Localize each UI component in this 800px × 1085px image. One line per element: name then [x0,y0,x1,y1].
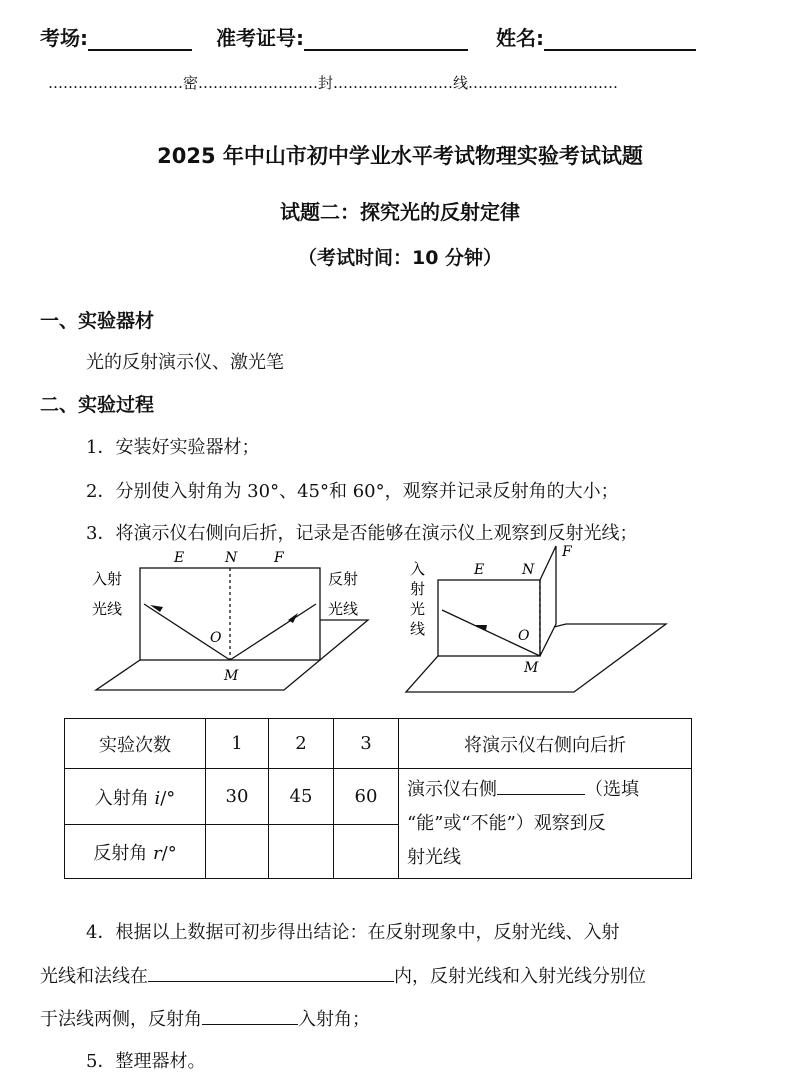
header-trial-1: 1 [206,719,269,769]
procedure-step-1: 1．安装好实验器材； [86,437,260,458]
header-trial-2: 2 [269,719,334,769]
exam-room-blank[interactable] [88,27,192,51]
fig2-label-n: N [522,562,535,578]
incident-angle-var: i [154,787,161,809]
equipment-list: 光的反射演示仪、激光笔 [86,352,284,373]
fig1-incident-label-2: 光线 [92,600,123,618]
fig1-label-f: F [274,550,284,566]
row-label-reflect-angle [65,825,206,879]
seal-line: ………………………密……………………封……………………线………………………… [48,74,619,92]
conclusion-angle-blank[interactable] [202,1006,298,1025]
reflect-value-1[interactable] [206,825,269,879]
header-trial-count: 实验次数 [65,719,206,769]
fig2-incident-char-2: 射 [410,580,426,598]
figure-flat-board [88,544,378,694]
exam-time: （考试时间：10 分钟） [297,247,503,269]
procedure-step-4-line-3: 于法线两侧，反射角 入射角； [40,1005,370,1031]
header-trial-3: 3 [334,719,399,769]
header-fold-back: 将演示仪右侧向后折 [399,719,692,769]
fig2-incident-char-1: 入 [410,560,426,578]
fig1-reflect-label-2: 光线 [328,600,359,618]
procedure-step-3: 3．将演示仪右侧向后折，记录是否能够在演示仪上观察到反射光线； [86,523,638,544]
name-field[interactable] [496,22,696,51]
reflect-value-3[interactable] [334,825,399,879]
reflect-angle-unit: /° [161,842,177,864]
ticket-number-label: 准考证号: [216,26,304,50]
fold-line-1: 演示仪右侧 （选填 [407,773,691,807]
fig1-reflect-label-1: 反射 [328,570,359,588]
procedure-step-4-line-2: 光线和法线在 内，反射光线和入射光线分别位 [40,962,646,988]
ticket-number-field[interactable] [216,22,468,51]
row-label-incident-angle [65,769,206,825]
fig2-incident-char-3: 光 [410,600,426,618]
name-blank[interactable] [544,27,696,51]
fig1-label-e: E [174,550,185,566]
fig1-label-o: O [210,630,222,646]
fold-line-2: “能”或“不能”）观察到反 [407,812,606,834]
fig1-label-m: M [224,668,239,684]
table-row [65,769,692,825]
exam-room-label: 考场: [40,26,88,50]
reflect-angle-var: r [153,842,162,864]
reflection-board-right-folded [540,546,556,656]
fig2-label-e: E [474,562,485,578]
ticket-number-blank[interactable] [304,27,468,51]
procedure-step-4-line-1: 4．根据以上数据可初步得出结论：在反射现象中，反射光线、入射 [86,922,620,943]
experiment-table [64,718,692,879]
fig1-incident-label-1: 入射 [92,570,123,588]
question-title: 试题二：探究光的反射定律 [280,200,520,224]
fold-observation-cell [399,769,692,879]
fig2-label-f: F [562,544,572,560]
incident-angle-text: 入射角 [94,787,155,809]
fold-line-3: 射光线 [407,846,461,868]
figure-folded-board [400,540,670,695]
incident-angle-unit: /° [160,787,176,809]
incident-value-1: 30 [206,769,269,825]
candidate-info-row [40,22,760,54]
incident-value-2: 45 [269,769,334,825]
reflect-angle-text: 反射角 [93,842,154,864]
procedure-step-2: 2．分别使入射角为 30°、45°和 60°，观察并记录反射角的大小； [86,481,619,502]
reflection-board-left [438,580,540,656]
fold-observation-blank[interactable] [497,776,585,795]
fig2-incident-char-4: 线 [410,620,426,638]
fig2-label-m: M [524,660,539,676]
reflect-value-2[interactable] [269,825,334,879]
procedure-step-5: 5．整理器材。 [86,1051,206,1072]
name-label: 姓名: [496,26,544,50]
conclusion-plane-blank[interactable] [148,963,394,982]
incident-value-3: 60 [334,769,399,825]
fig1-label-n: N [225,550,238,566]
section-procedure-heading: 二、实验过程 [40,394,155,416]
fig2-label-o: O [518,628,530,644]
exam-title: 2025 年中山市初中学业水平考试物理实验考试试题 [157,144,643,168]
table-row [65,719,692,769]
section-equipment-heading: 一、实验器材 [40,310,155,332]
exam-room-field[interactable] [40,22,192,51]
